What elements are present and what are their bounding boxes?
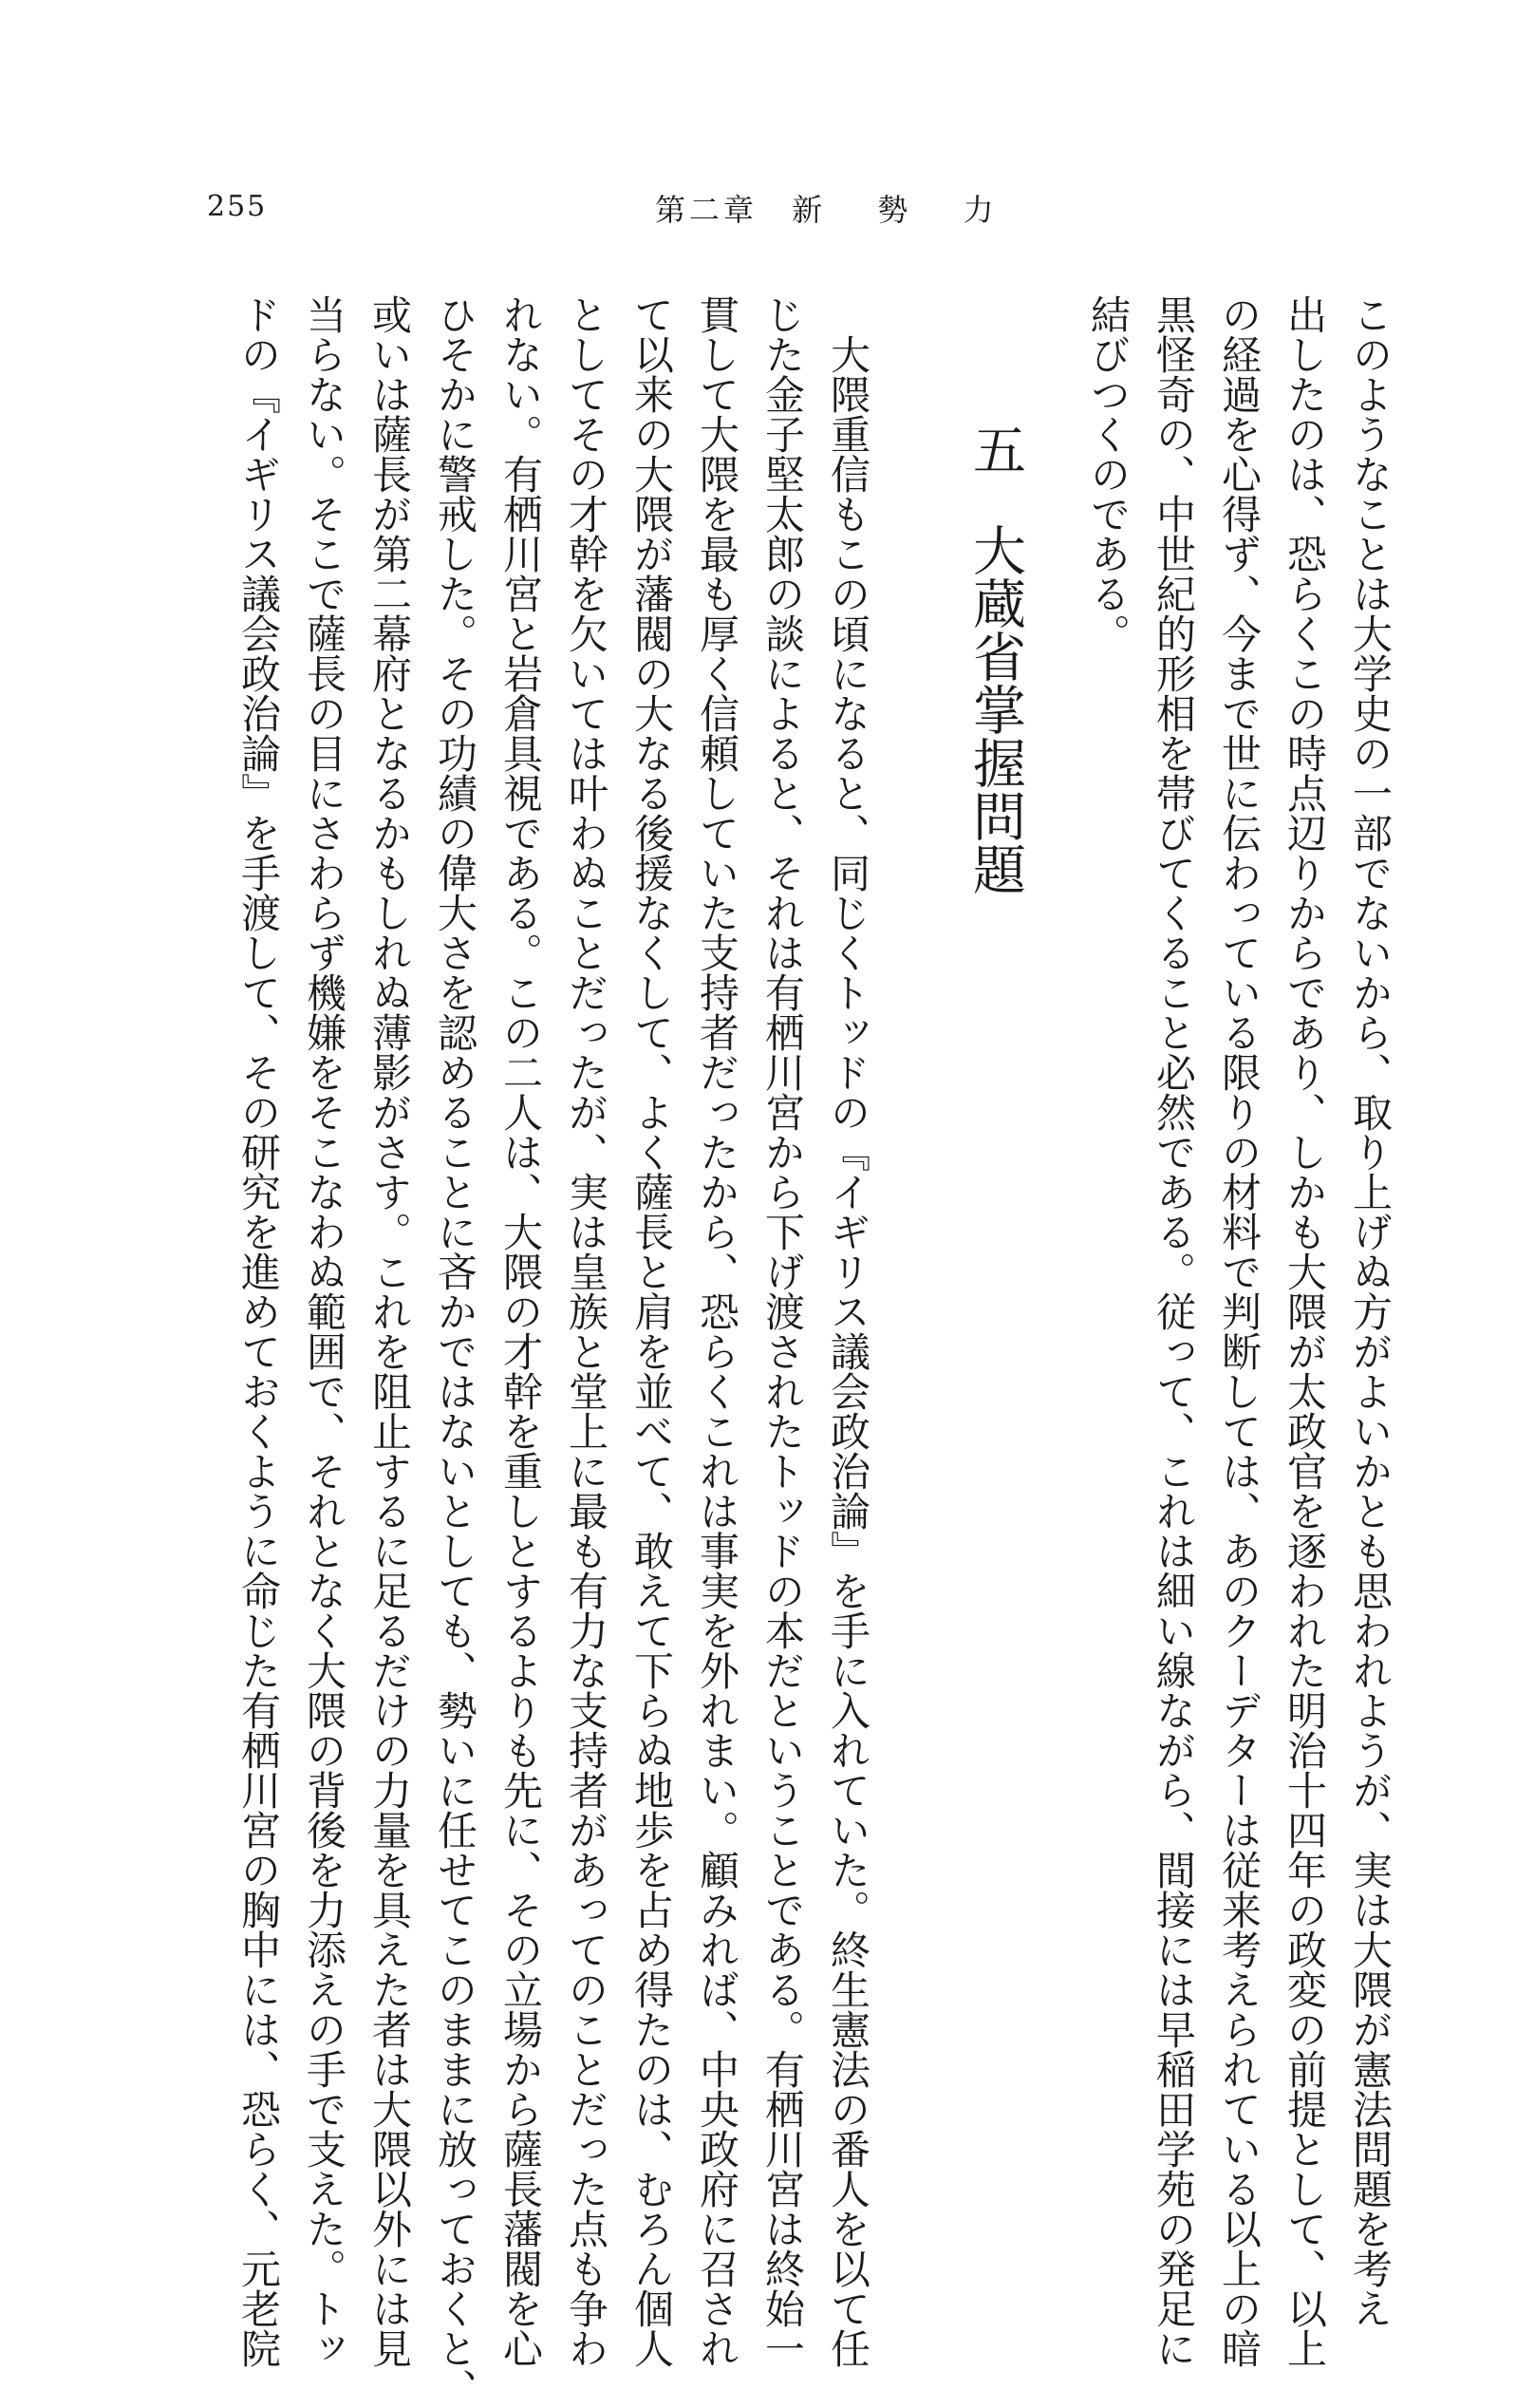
text-line: 黒怪奇の、中世紀的形相を帯びてくること必然である。従って、これは細い線ながら、間接には早稲田学苑の発足に — [1151, 294, 1197, 2368]
text-line: れない。有栖川宮と岩倉具視である。この二人は、大隈の才幹を重しとするよりも先に、その立場から薩長藩閥を心 — [497, 294, 544, 2368]
text-line: 当らない。そこで薩長の目にさわらず機嫌をそこなわぬ範囲で、それとなく大隈の背後を力添えの手で支えた。トッ — [301, 294, 347, 2368]
text-line: 結びつくのである。 — [1085, 294, 1132, 653]
header-title-char: 力 — [963, 192, 998, 228]
text-line: 或いは薩長が第二幕府となるかもしれぬ薄影がさす。これを阻止するに足るだけの力量を具えた者は大隈以外には見 — [366, 294, 413, 2368]
section-heading — [964, 423, 1026, 895]
text-line: じた金子堅太郎の談によると、それは有栖川宮から下げ渡されたトッドの本だということである。有栖川宮は終始一 — [759, 294, 806, 2368]
page-number: 255 — [207, 190, 268, 223]
text-line: ひそかに警戒した。その功績の偉大さを認めることに吝かではないとしても、勢いに任せてこのままに放っておくと、 — [432, 294, 478, 2408]
header-title-char: 勢 — [877, 192, 912, 228]
header-title-char: 新 — [792, 192, 827, 228]
text-line: 大隈重信もこの頃になると、同じくトッドの『イギリス議会政治論』を手に入れていた。終生憲法の番人を以て任 — [825, 334, 871, 2368]
chapter-label: 第二章 — [655, 192, 758, 228]
section-number: 五 — [964, 423, 1026, 476]
text-line: て以来の大隈が藩閥の大なる後援なくして、よく薩長と肩を並べて、敢えて下らぬ地歩を占め得たのは、むろん個人 — [628, 294, 675, 2368]
section-title: 大蔵省掌握問題 — [964, 523, 1026, 895]
text-line: の経過を心得ず、今まで世に伝わっている限りの材料で判断しては、あのクーデターは従来考えられている以上の暗 — [1216, 294, 1263, 2368]
text-line: としてその才幹を欠いては叶わぬことだったが、実は皇族と堂上に最も有力な支持者があってのことだった点も争わ — [563, 294, 609, 2368]
text-line: 出したのは、恐らくこの時点辺りからであり、しかも大隈が太政官を逐われた明治十四年の政変の前提として、以上 — [1282, 294, 1328, 2368]
text-line: ドの『イギリス議会政治論』を手渡して、その研究を進めておくように命じた有栖川宮の胸中には、恐らく、元老院 — [235, 294, 282, 2368]
running-header — [655, 186, 998, 230]
text-line: 貫して大隈を最も厚く信頼していた支持者だったから、恐らくこれは事実を外れまい。顧みれば、中央政府に召され — [694, 294, 740, 2368]
text-line: このようなことは大学史の一部でないから、取り上げぬ方がよいかとも思われようが、実は大隈が憲法問題を考え — [1347, 294, 1394, 2328]
